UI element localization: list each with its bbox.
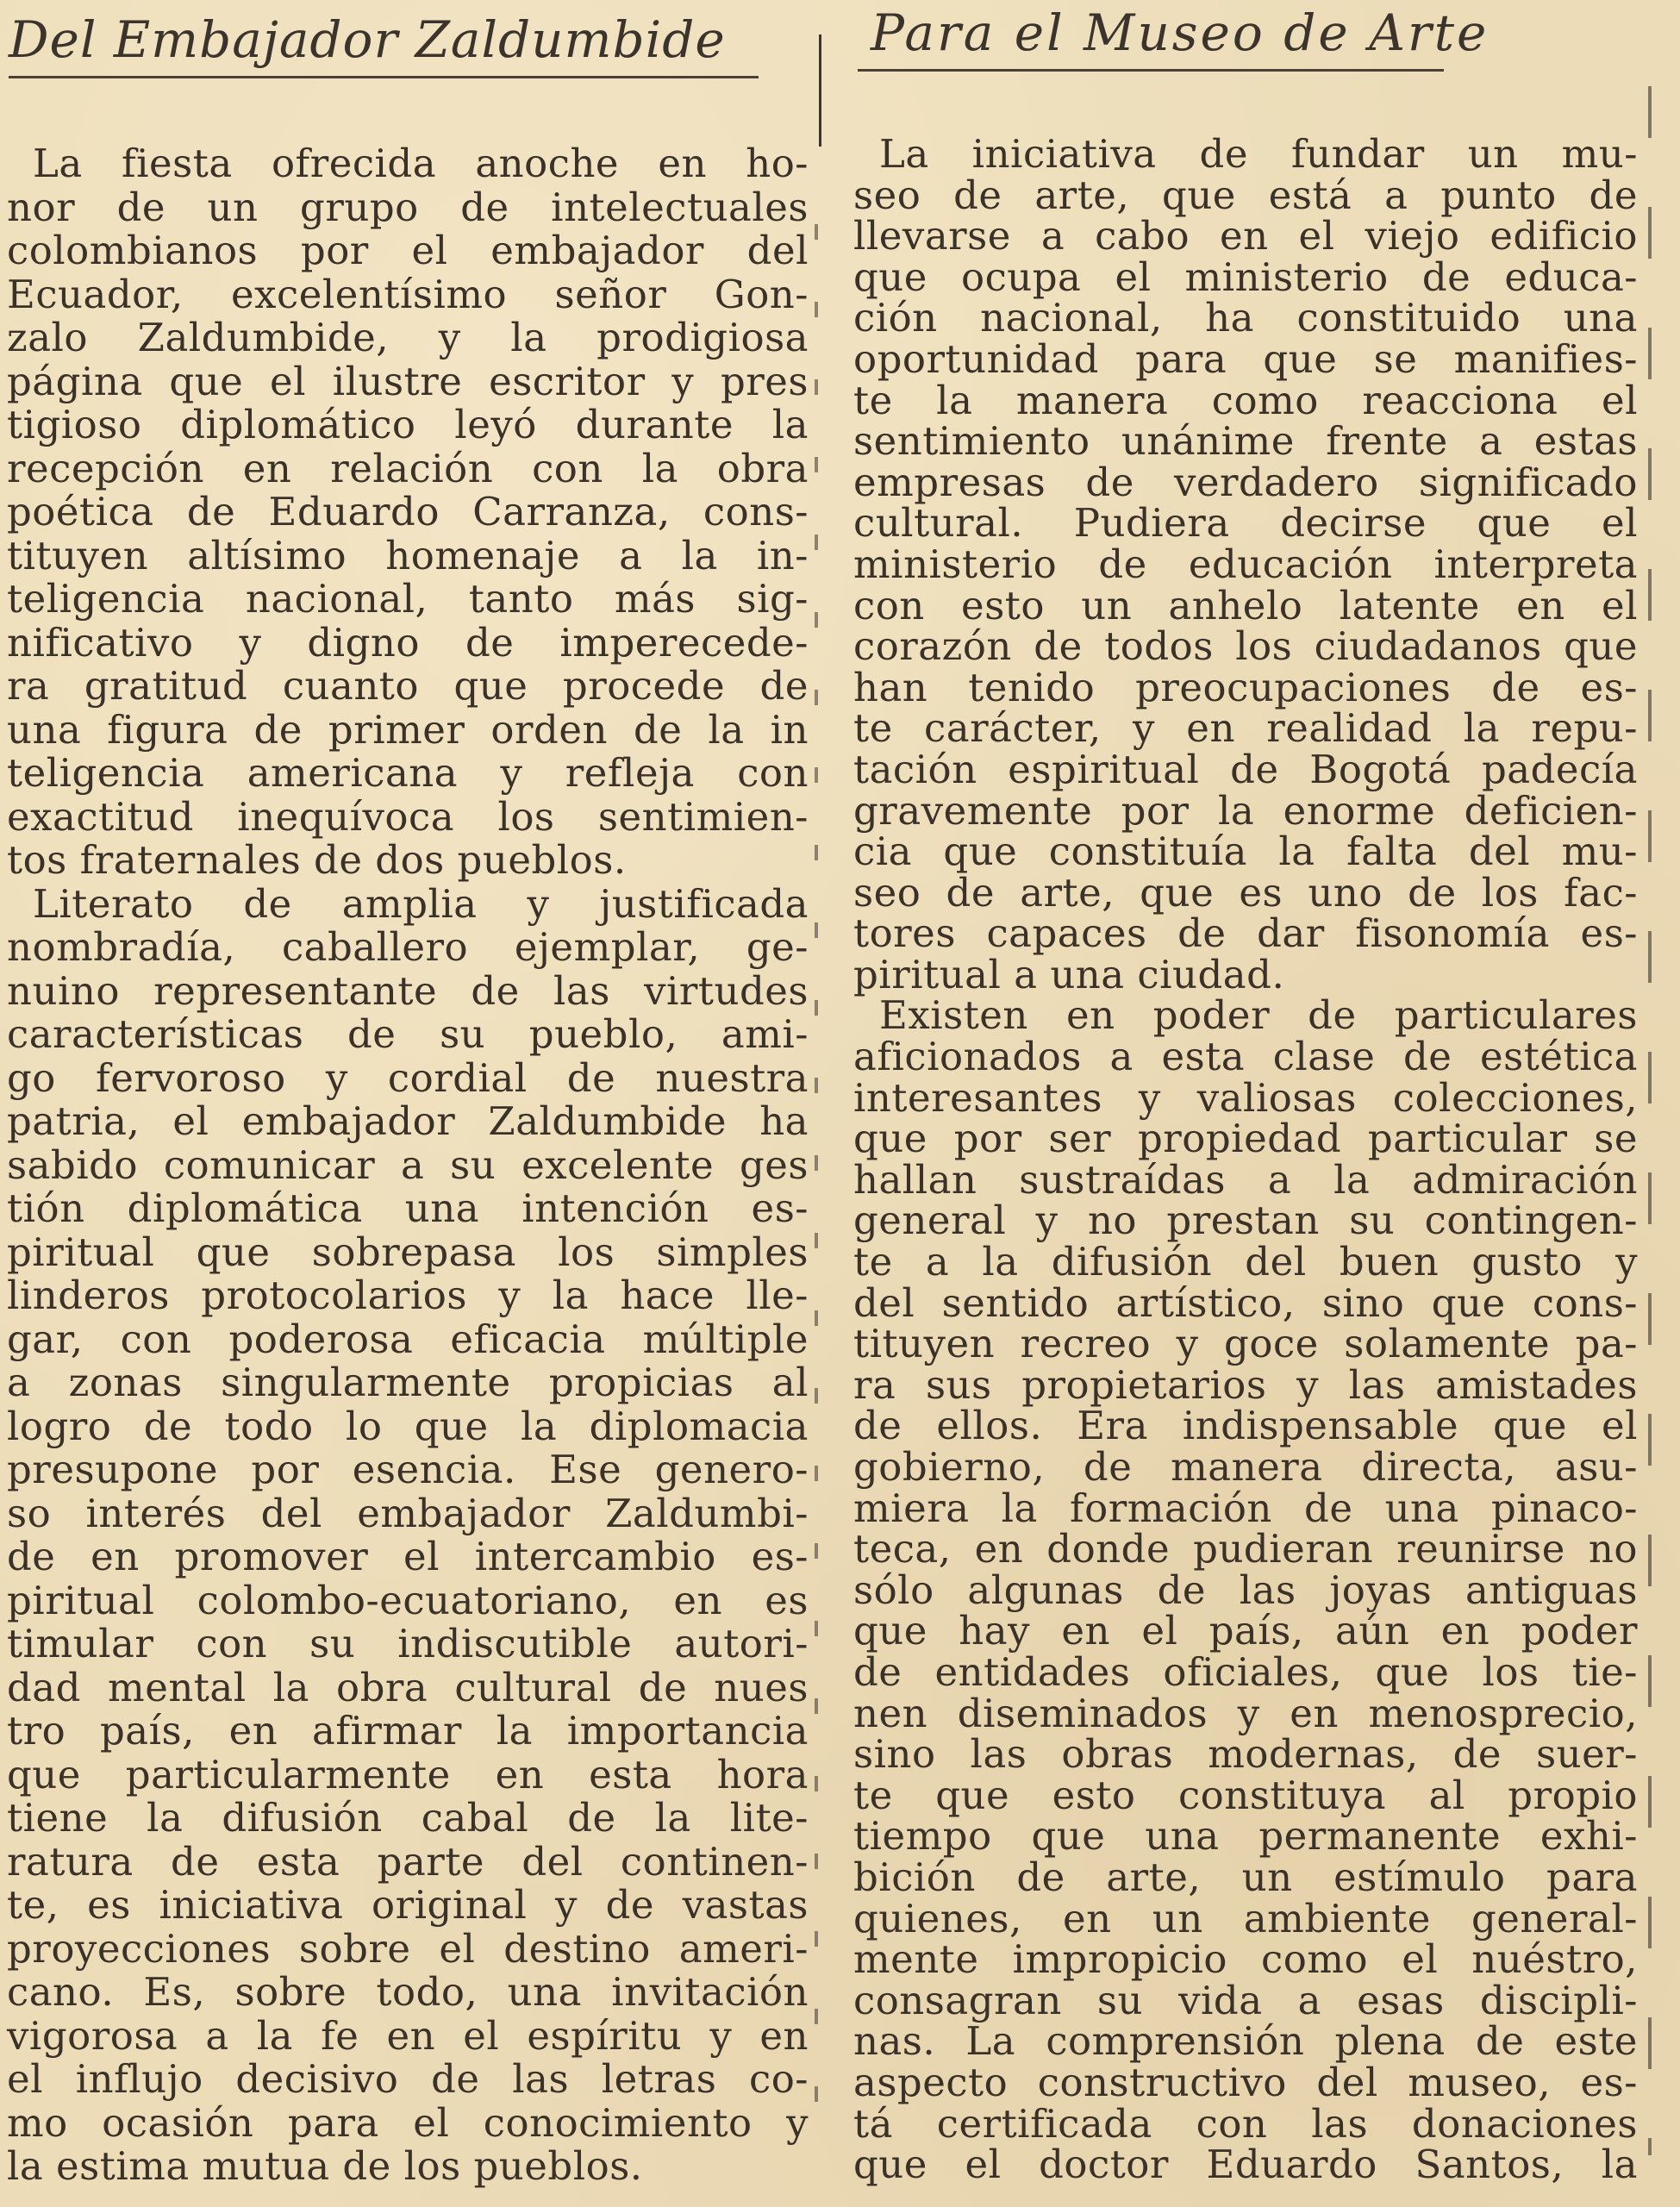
text-line: te a la difusión del buen gusto y [853,1239,1638,1285]
text-line: aspecto constructivo del museo, es- [853,2059,1638,2105]
column-divider-dotted [815,224,818,2121]
text-line: presupone por esencia. Ese genero- [7,1447,809,1492]
article-body [7,142,809,2189]
text-line: nas. La comprensión plena de este [853,2018,1638,2065]
text-line: nuino representante de las virtudes [7,967,809,1014]
text-line: tos fraternales de dos pueblos. [7,837,627,883]
text-line: sentimiento unánime frente a estas [853,418,1638,465]
text-line: cia que constituía la falta del mu- [853,828,1638,875]
article-embajador-zaldumbide [0,0,810,2207]
text-line: de ellos. Era indispensable que el [853,1403,1638,1449]
text-line: piritual que sobrepasa los simples [7,1229,809,1275]
text-line: te la manera como reacciona el [853,377,1638,423]
text-line: recepción en relación con la obra [7,445,809,491]
text-line: dad mental la obra cultural de nues [7,1664,809,1710]
text-line: el influjo decisivo de las letras co- [7,2056,809,2102]
text-line: piritual a una ciudad. [853,951,1285,997]
article-headline: Del Embajador Zaldumbide [9,10,726,69]
text-line: La fiesta ofrecida anoche en ho- [33,141,809,186]
text-line: oportunidad para que se manifies- [853,335,1638,382]
text-line: corazón de todos los ciudadanos que [853,623,1638,670]
text-line: timular con su indiscutible autori- [7,1621,809,1666]
article-museo-de-arte [849,0,1646,2207]
text-line: mente impropicio como el nuéstro, [853,1936,1638,1983]
text-line: interesantes y valiosas colecciones, [853,1074,1638,1121]
article-headline: Para el Museo de Arte [871,3,1490,62]
column-divider [819,34,821,147]
text-line: tación espiritual de Bogotá padecía [853,746,1638,792]
text-line: de entidades oficiales, que los tie- [853,1648,1638,1695]
text-line: ra gratitud cuanto que procede de [7,663,809,709]
text-line: Literato de amplia y justificada [33,880,809,927]
text-line: tro país, en afirmar la importancia [7,1708,809,1754]
headline-rule [9,76,759,78]
text-line: nombradía, caballero ejemplar, ge- [7,924,809,970]
text-line: cultural. Pudiera decirse que el [853,500,1638,547]
text-line: llevarse a cabo en el viejo edificio [853,213,1638,259]
text-line: zalo Zaldumbide, y la prodigiosa [7,315,809,360]
text-line: La iniciativa de fundar un mu- [879,131,1638,177]
text-line: tigioso diplomático leyó durante la [7,402,809,447]
text-line: teligencia americana y refleja con [7,750,809,796]
text-line: seo de arte, que es uno de los fac- [853,869,1638,916]
right-edge-divider [1648,86,1652,2155]
text-line: sabido comunicar a su excelente ges [7,1141,809,1188]
text-line: cano. Es, sobre todo, una invitación [7,1969,809,2015]
text-line: poética de Eduardo Carranza, cons- [7,489,809,535]
text-line: empresas de verdadero significado [853,459,1638,505]
text-line: tiempo que una permanente exhi- [853,1813,1638,1860]
text-line: de en promover el intercambio es- [7,1534,809,1579]
text-line: mo ocasión para el conocimiento y [7,2099,809,2146]
text-line: sino las obras modernas, de suer- [853,1731,1638,1778]
text-line: proyecciones sobre el destino ameri- [7,1925,809,1972]
text-line: ra sus propietarios y las amistades [853,1361,1638,1408]
text-line: tiene la difusión cabal de la lite- [7,1795,809,1841]
text-line: han tenido preocupaciones de es- [853,664,1638,710]
text-line: nor de un grupo de intelectuales [7,184,809,230]
text-line: a zonas singularmente propicias al [7,1360,809,1405]
text-line: te que esto constituya al propio [853,1772,1638,1818]
text-line: tá certificada con las donaciones [853,2100,1638,2147]
text-line: tituyen recreo y goce solamente pa- [853,1321,1638,1367]
text-line: que particularmente en esta hora [7,1751,809,1797]
text-line: miera la formación de una pinaco- [853,1485,1638,1531]
text-line: que hay en el país, aún en poder [853,1608,1638,1654]
text-line: aficionados a esta clase de estética [853,1034,1638,1080]
text-line: linderos protocolarios y la hace lle- [7,1272,809,1318]
text-line: ratura de esta parte del continen- [7,1838,809,1885]
text-line: go fervoroso y cordial de nuestra [7,1054,809,1101]
text-line: consagran su vida a esas discipli- [853,1977,1638,2023]
text-line: general y no prestan su contingen- [853,1197,1638,1244]
text-line: que ocupa el ministerio de educa- [853,253,1638,300]
text-line: características de su pueblo, ami- [7,1011,809,1057]
text-line: seo de arte, que está a punto de [853,172,1638,218]
text-line: logro de todo lo que la diplomacia [7,1403,809,1449]
text-line: teligencia nacional, tanto más sig- [7,576,809,622]
text-line: la estima mutua de los pueblos. [7,2143,643,2189]
text-line: nen diseminados y en menosprecio, [853,1690,1638,1736]
text-line: una figura de primer orden de la in [7,706,809,753]
text-line: del sentido artístico, sino que cons- [853,1279,1638,1326]
text-line: exactitud inequívoca los sentimien- [7,793,809,840]
text-line: ministerio de educación interpreta [853,541,1638,587]
text-line: colombianos por el embajador del [7,228,809,273]
text-line: tituyen altísimo homenaje a la in- [7,532,809,578]
text-line: página que el ilustre escritor y pres [7,358,809,404]
text-line: hallan sustraídas a la admiración [853,1156,1638,1203]
article-body [853,131,1638,2188]
text-line: te carácter, y en realidad la repu- [853,705,1638,752]
text-line: gobierno, de manera directa, asu- [853,1444,1638,1490]
text-line: quienes, en un ambiente general- [853,1895,1638,1941]
text-line: que el doctor Eduardo Santos, la [853,2141,1638,2188]
text-line: Existen en poder de particulares [879,992,1638,1039]
text-line: teca, en donde pudieran reunirse no [853,1526,1638,1572]
text-line: ción nacional, ha constituido una [853,295,1638,341]
text-line: tores capaces de dar fisonomía es- [853,910,1638,957]
text-line: gar, con poderosa eficacia múltiple [7,1316,809,1362]
text-line: tión diplomática una intención es- [7,1185,809,1231]
text-line: nificativo y digno de imperecede- [7,619,809,666]
text-line: bición de arte, un estímulo para [853,1854,1638,1900]
text-line: gravemente por la enorme deficien- [853,787,1638,834]
text-line: so interés del embajador Zaldumbi- [7,1490,809,1536]
text-line: patria, el embajador Zaldumbide ha [7,1098,809,1144]
text-line: sólo algunas de las joyas antiguas [853,1566,1638,1613]
text-line: con esto un anhelo latente en el [853,582,1638,628]
text-line: vigorosa a la fe en el espíritu y en [7,2012,809,2059]
headline-rule [858,69,1444,72]
text-line: te, es iniciativa original y de vastas [7,1882,809,1928]
text-line: que por ser propiedad particular se [853,1116,1638,1162]
text-line: Ecuador, excelentísimo señor Gon- [7,271,809,317]
text-line: piritual colombo-ecuatoriano, en es [7,1577,809,1623]
